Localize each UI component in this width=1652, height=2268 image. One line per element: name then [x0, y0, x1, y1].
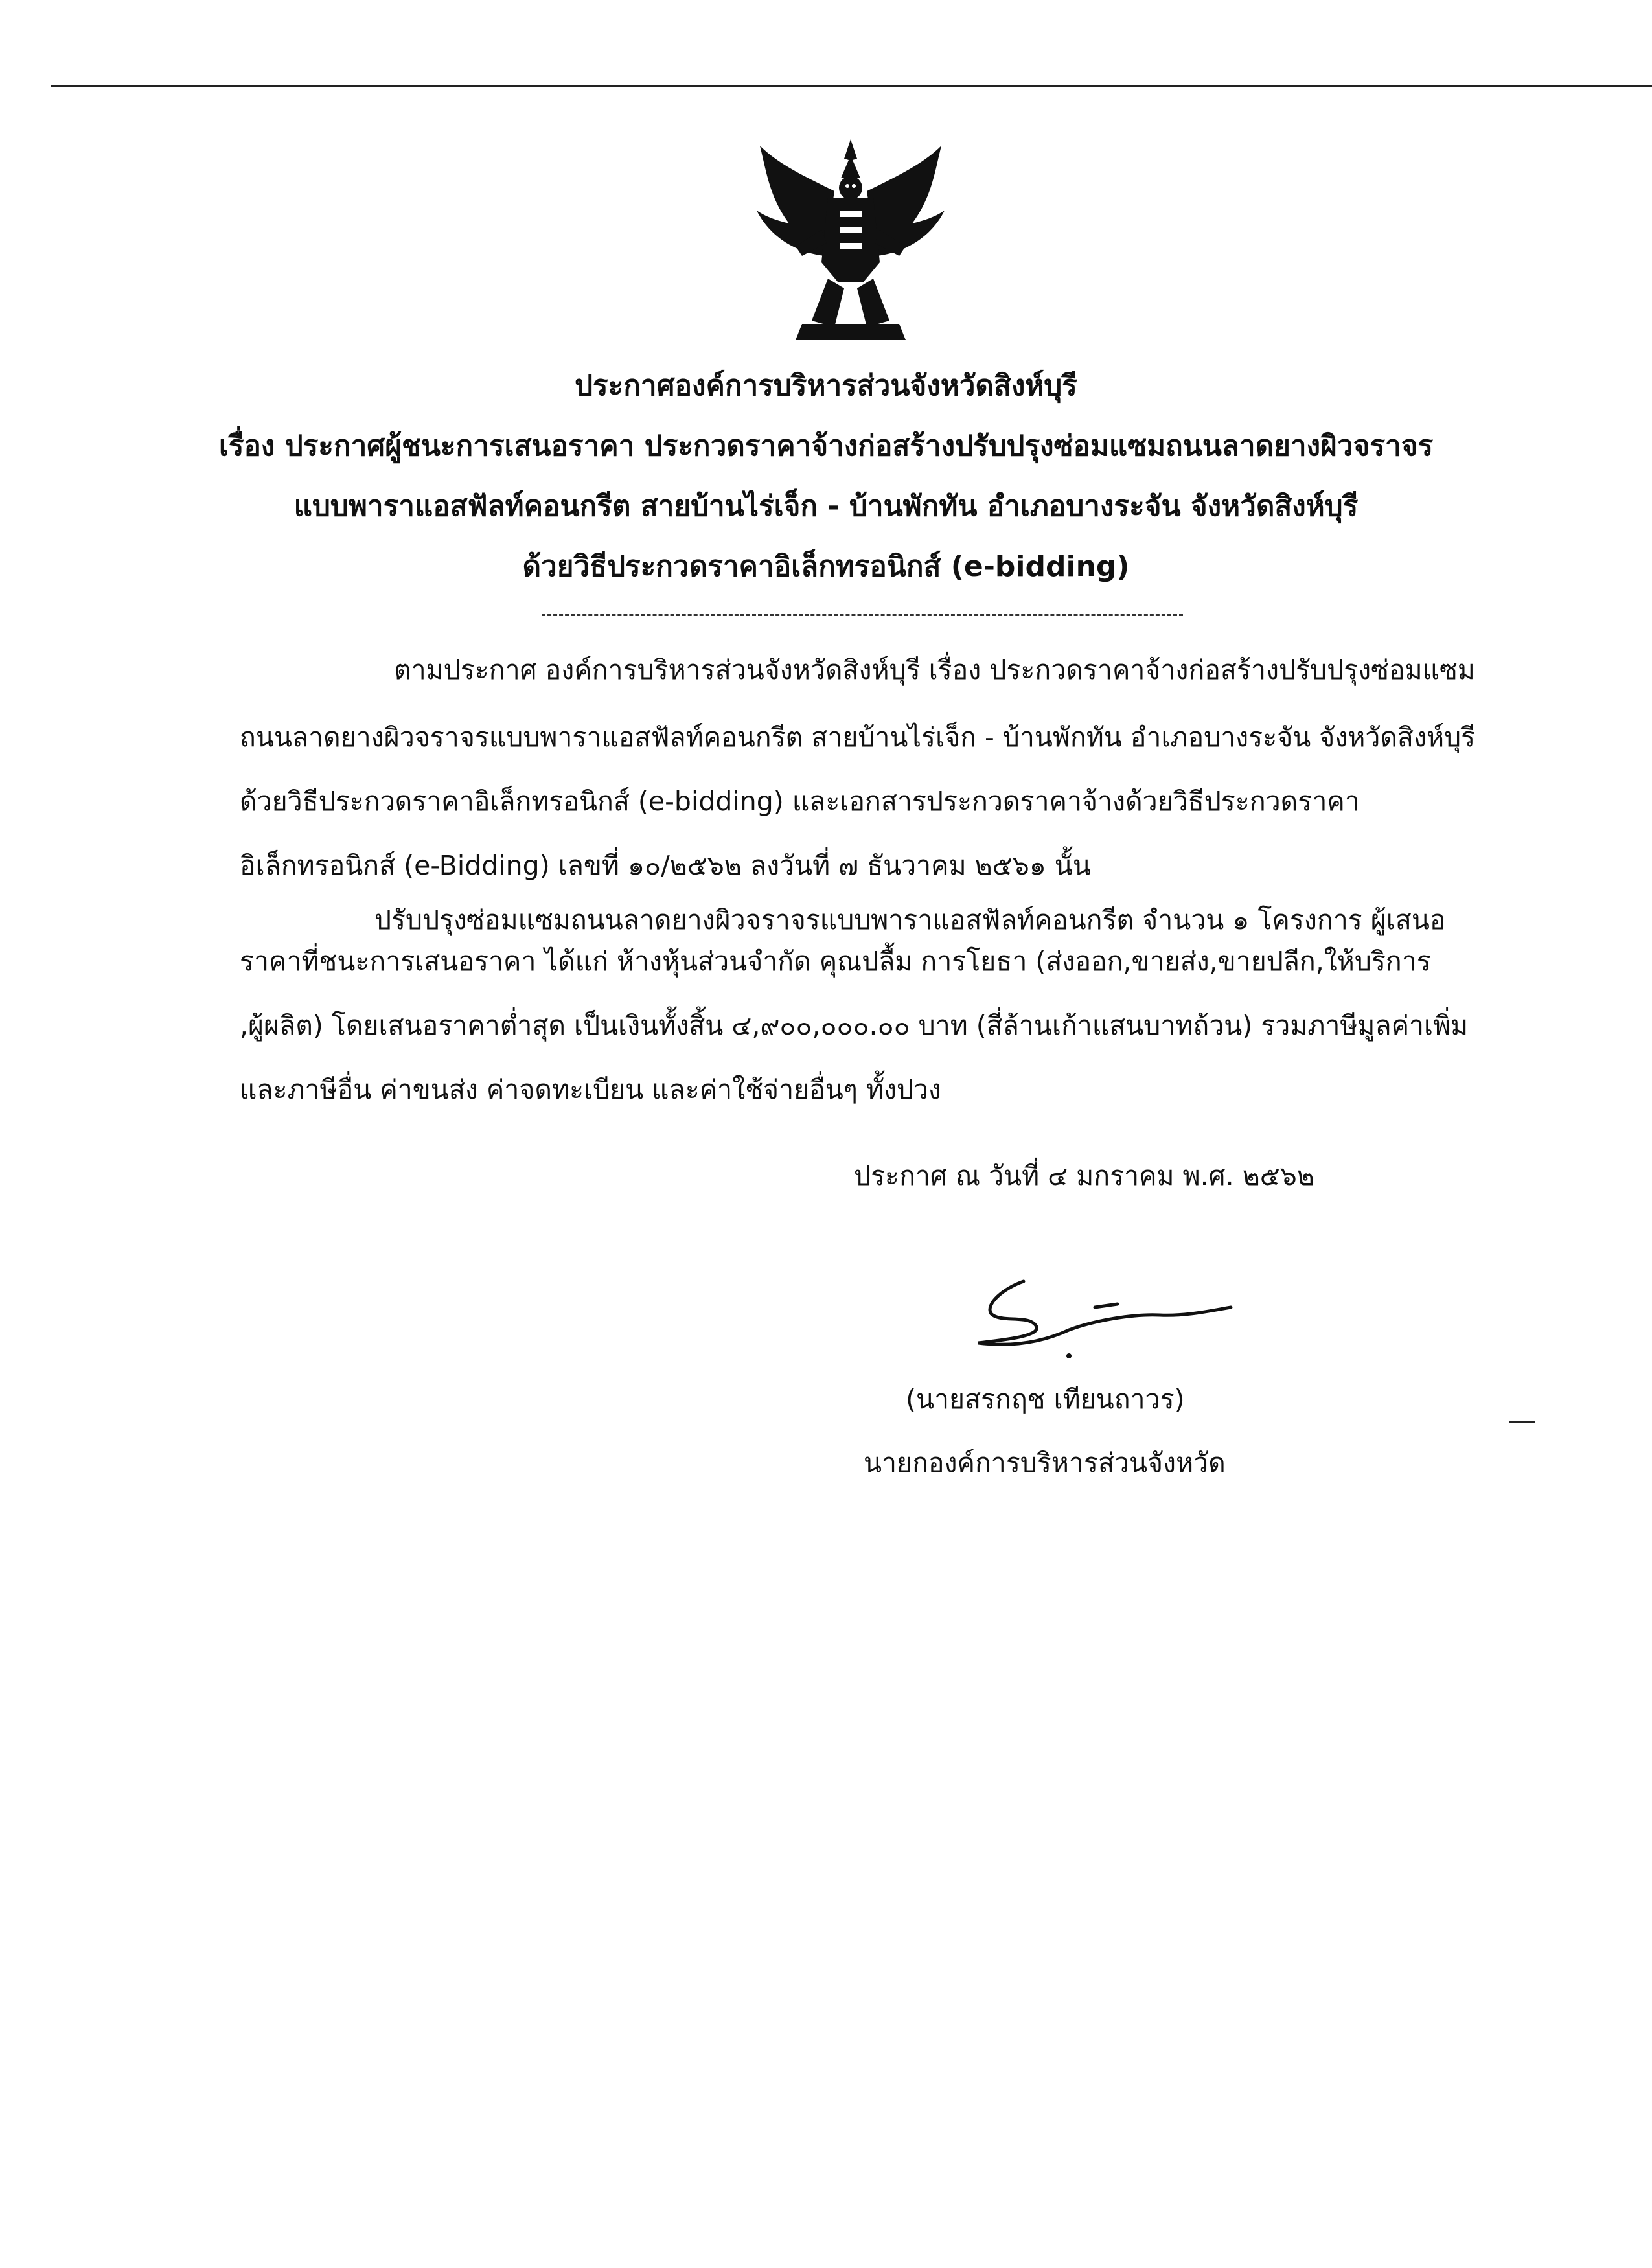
heading-method: ด้วยวิธีประกวดราคาอิเล็กทรอนิกส์ (e-bidding) [522, 550, 1130, 583]
scan-mark [1509, 1421, 1535, 1423]
signature-icon [965, 1275, 1289, 1372]
paragraph2-line: ,ผู้ผลิต) โดยเสนอราคาต่ำสุด เป็นเงินทั้งสิ้น ๔,๙๐๐,๐๐๐.๐๐ บาท (สี่ล้านเก้าแสนบาทถ้วน) รวมภาษีมูลค่าเพิ่ม [240, 1010, 1469, 1041]
paragraph1-line: ตามประกาศ องค์การบริหารส่วนจังหวัดสิงห์บุรี เรื่อง ประกวดราคาจ้างก่อสร้างปรับปรุงซ่อมแซม [394, 654, 1475, 685]
garuda-emblem-icon [750, 133, 951, 347]
heading-subject: เรื่อง ประกาศผู้ชนะการเสนอราคา ประกวดราคาจ้างก่อสร้างปรับปรุงซ่อมแซมถนนลาดยางผิวจราจร [218, 430, 1434, 463]
page-top-border [51, 85, 1652, 87]
signer-title: นายกองค์การบริหารส่วนจังหวัด [864, 1447, 1226, 1478]
paragraph2-line: ปรับปรุงซ่อมแซมถนนลาดยางผิวจราจรแบบพาราแอสฟัลท์คอนกรีต จำนวน ๑ โครงการ ผู้เสนอ [374, 904, 1446, 935]
paragraph2-line: ราคาที่ชนะการเสนอราคา ได้แก่ ห้างหุ้นส่วนจำกัด คุณปลื้ม การโยธา (ส่งออก,ขายส่ง,ขายปลีก,ให้บริการ [240, 946, 1431, 977]
paragraph1-line: ด้วยวิธีประกวดราคาอิเล็กทรอนิกส์ (e-bidding) และเอกสารประกวดราคาจ้างด้วยวิธีประกวดราคา [240, 786, 1360, 817]
heading-separator [542, 614, 1183, 616]
announcement-date: ประกาศ ณ วันที่ ๔ มกราคม พ.ศ. ๒๕๖๒ [854, 1160, 1314, 1191]
paragraph1-line: อิเล็กทรอนิกส์ (e-Bidding) เลขที่ ๑๐/๒๕๖๒ ลงวันที่ ๗ ธันวาคม ๒๕๖๑ นั้น [240, 850, 1091, 881]
paragraph2-line: และภาษีอื่น ค่าขนส่ง ค่าจดทะเบียน และค่าใช้จ่ายอื่นๆ ทั้งปวง [240, 1074, 941, 1105]
paragraph1-line: ถนนลาดยางผิวจราจรแบบพาราแอสฟัลท์คอนกรีต สายบ้านไร่เจ็ก - บ้านพักทัน อำเภอบางระจัน จังหวัดสิงห์บุรี [240, 722, 1476, 753]
signer-name: (นายสรกฤช เทียนถาวร) [906, 1384, 1185, 1415]
heading-organization: ประกาศองค์การบริหารส่วนจังหวัดสิงห์บุรี [575, 369, 1077, 402]
heading-project: แบบพาราแอสฟัลท์คอนกรีต สายบ้านไร่เจ็ก - บ้านพักทัน อำเภอบางระจัน จังหวัดสิงห์บุรี [293, 490, 1359, 523]
